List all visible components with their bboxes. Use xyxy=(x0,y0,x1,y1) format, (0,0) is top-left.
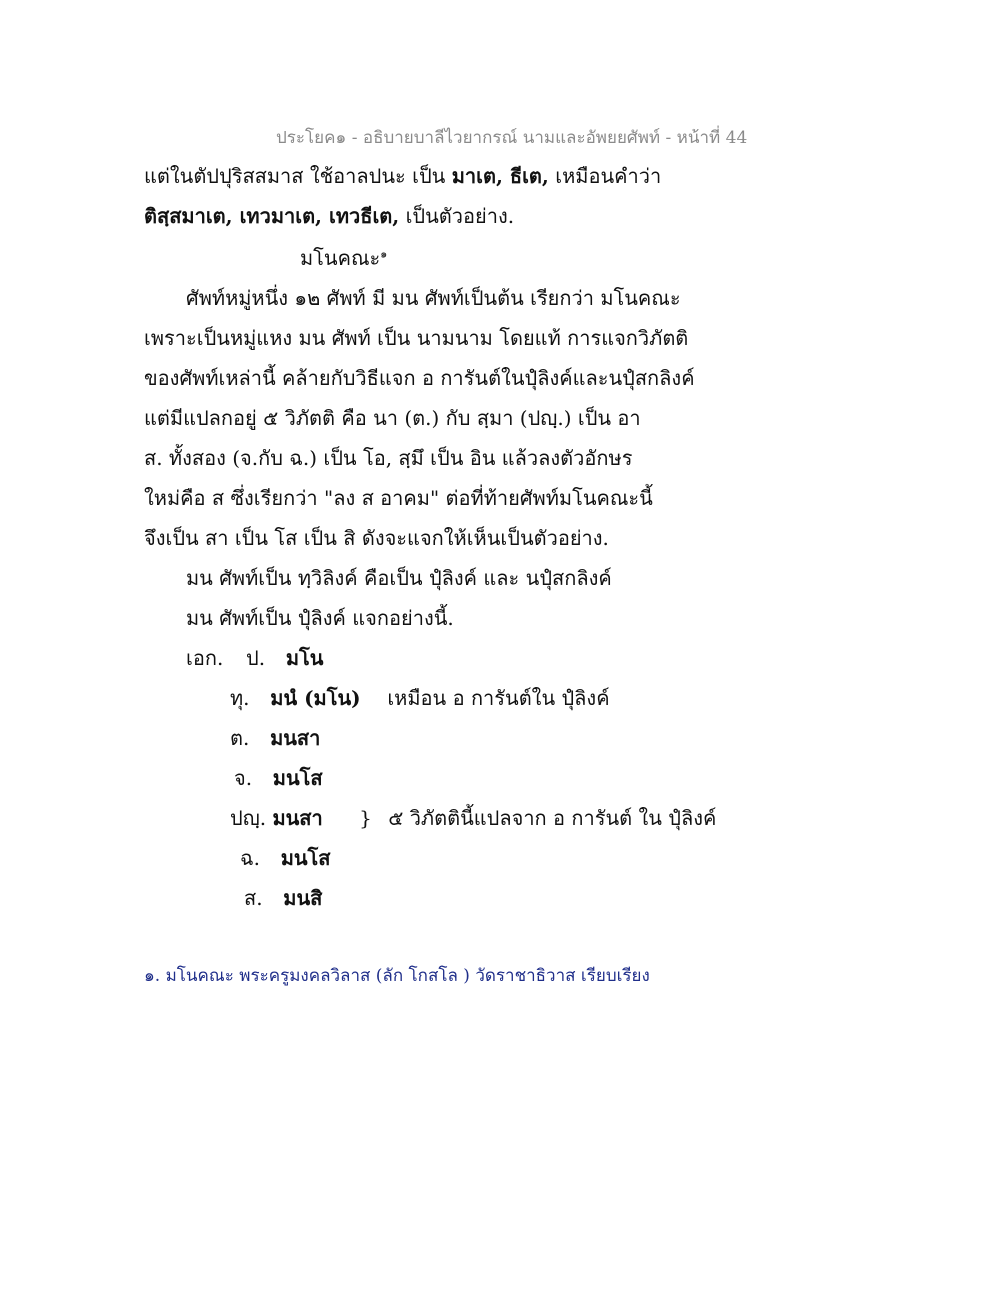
case-label: ส. xyxy=(244,886,263,910)
paragraph-line xyxy=(144,164,661,188)
paragraph-line xyxy=(144,204,514,228)
body-line: ส. ทั้งสอง (จ.กับ ฉ.) เป็น โอ, สฺมึ เป็น อิน แล้วลงตัวอักษร xyxy=(144,446,633,470)
section-title-text: มโนคณะ xyxy=(300,246,381,270)
declension-row xyxy=(240,846,331,870)
case-form: มนสา xyxy=(270,726,321,750)
declension-row xyxy=(244,886,322,910)
case-form: มนโส xyxy=(272,766,323,790)
body-line: จึงเป็น สา เป็น โส เป็น สิ ดังจะแจกให้เห็นเป็นตัวอย่าง. xyxy=(144,526,609,550)
body-line: ของศัพท์เหล่านี้ คล้ายกับวิธีแจก อ การันต์ในปุํลิงค์และนปุํสกลิงค์ xyxy=(144,366,695,390)
case-form: มนสิ xyxy=(283,886,323,910)
case-note: ๕ วิภัตตินี้แปลจาก อ การันต์ ใน ปุํลิงค์ xyxy=(388,806,717,830)
number-label: เอก. xyxy=(186,646,224,670)
bold-term: มาเต, ธีเต, xyxy=(451,164,549,188)
declension-row xyxy=(186,646,323,670)
body-line: แต่มีแปลกอยู่ ๕ วิภัตติ คือ นา (ต.) กับ สฺมา (ปญฺ.) เป็น อา xyxy=(144,406,641,430)
declension-row xyxy=(234,766,323,790)
declension-row xyxy=(230,686,610,710)
bold-term: ติสฺสมาเต, เทวมาเต, เทวธีเต, xyxy=(144,204,400,228)
case-form: มนโส xyxy=(280,846,331,870)
case-label: ทุ. xyxy=(230,686,250,710)
case-note: เหมือน อ การันต์ใน ปุํลิงค์ xyxy=(387,686,610,710)
running-header: ประโยค๑ - อธิบายบาลีไวยากรณ์ นามและอัพยยศัพท์ - หน้าที่ 44 xyxy=(276,128,748,148)
case-form: มนํ (มโน) xyxy=(270,686,361,710)
case-form: มนสา xyxy=(272,806,323,830)
case-label: ป. xyxy=(246,646,266,670)
declension-row xyxy=(230,726,320,750)
text-run: แต่ในตัปปุริสสมาส ใช้อาลปนะ เป็น xyxy=(144,164,446,188)
case-label: จ. xyxy=(234,766,253,790)
footnote-marker: ๑ xyxy=(380,247,388,261)
declension-row xyxy=(230,806,716,830)
case-label: ฉ. xyxy=(240,846,260,870)
body-line: ใหม่คือ ส ซึ่งเรียกว่า "ลง ส อาคม" ต่อที่ท้ายศัพท์มโนคณะนี้ xyxy=(144,486,653,510)
body-line: มน ศัพท์เป็น ทฺวิลิงค์ คือเป็น ปุํลิงค์ และ นปุํสกลิงค์ xyxy=(186,566,612,590)
text-run: เป็นตัวอย่าง. xyxy=(405,204,515,228)
case-form: มโน xyxy=(285,646,324,670)
text-run: เหมือนคำว่า xyxy=(555,164,662,188)
section-title xyxy=(300,246,387,270)
footnote: ๑. มโนคณะ พระครูมงคลวิลาส (ลัก โกสโล ) วัดราชาธิวาส เรียบเรียง xyxy=(144,966,650,986)
case-label: ปญฺ. xyxy=(230,806,267,830)
body-line: เพราะเป็นหมู่แหง มน ศัพท์ เป็น นามนาม โดยแท้ การแจกวิภัตติ xyxy=(144,326,689,350)
body-line: มน ศัพท์เป็น ปุํลิงค์ แจกอย่างนี้. xyxy=(186,606,454,630)
case-label: ต. xyxy=(230,726,250,750)
brace-mark: } xyxy=(359,806,372,830)
body-line: ศัพท์หมู่หนึ่ง ๑๒ ศัพท์ มี มน ศัพท์เป็นต้น เรียกว่า มโนคณะ xyxy=(186,286,681,310)
